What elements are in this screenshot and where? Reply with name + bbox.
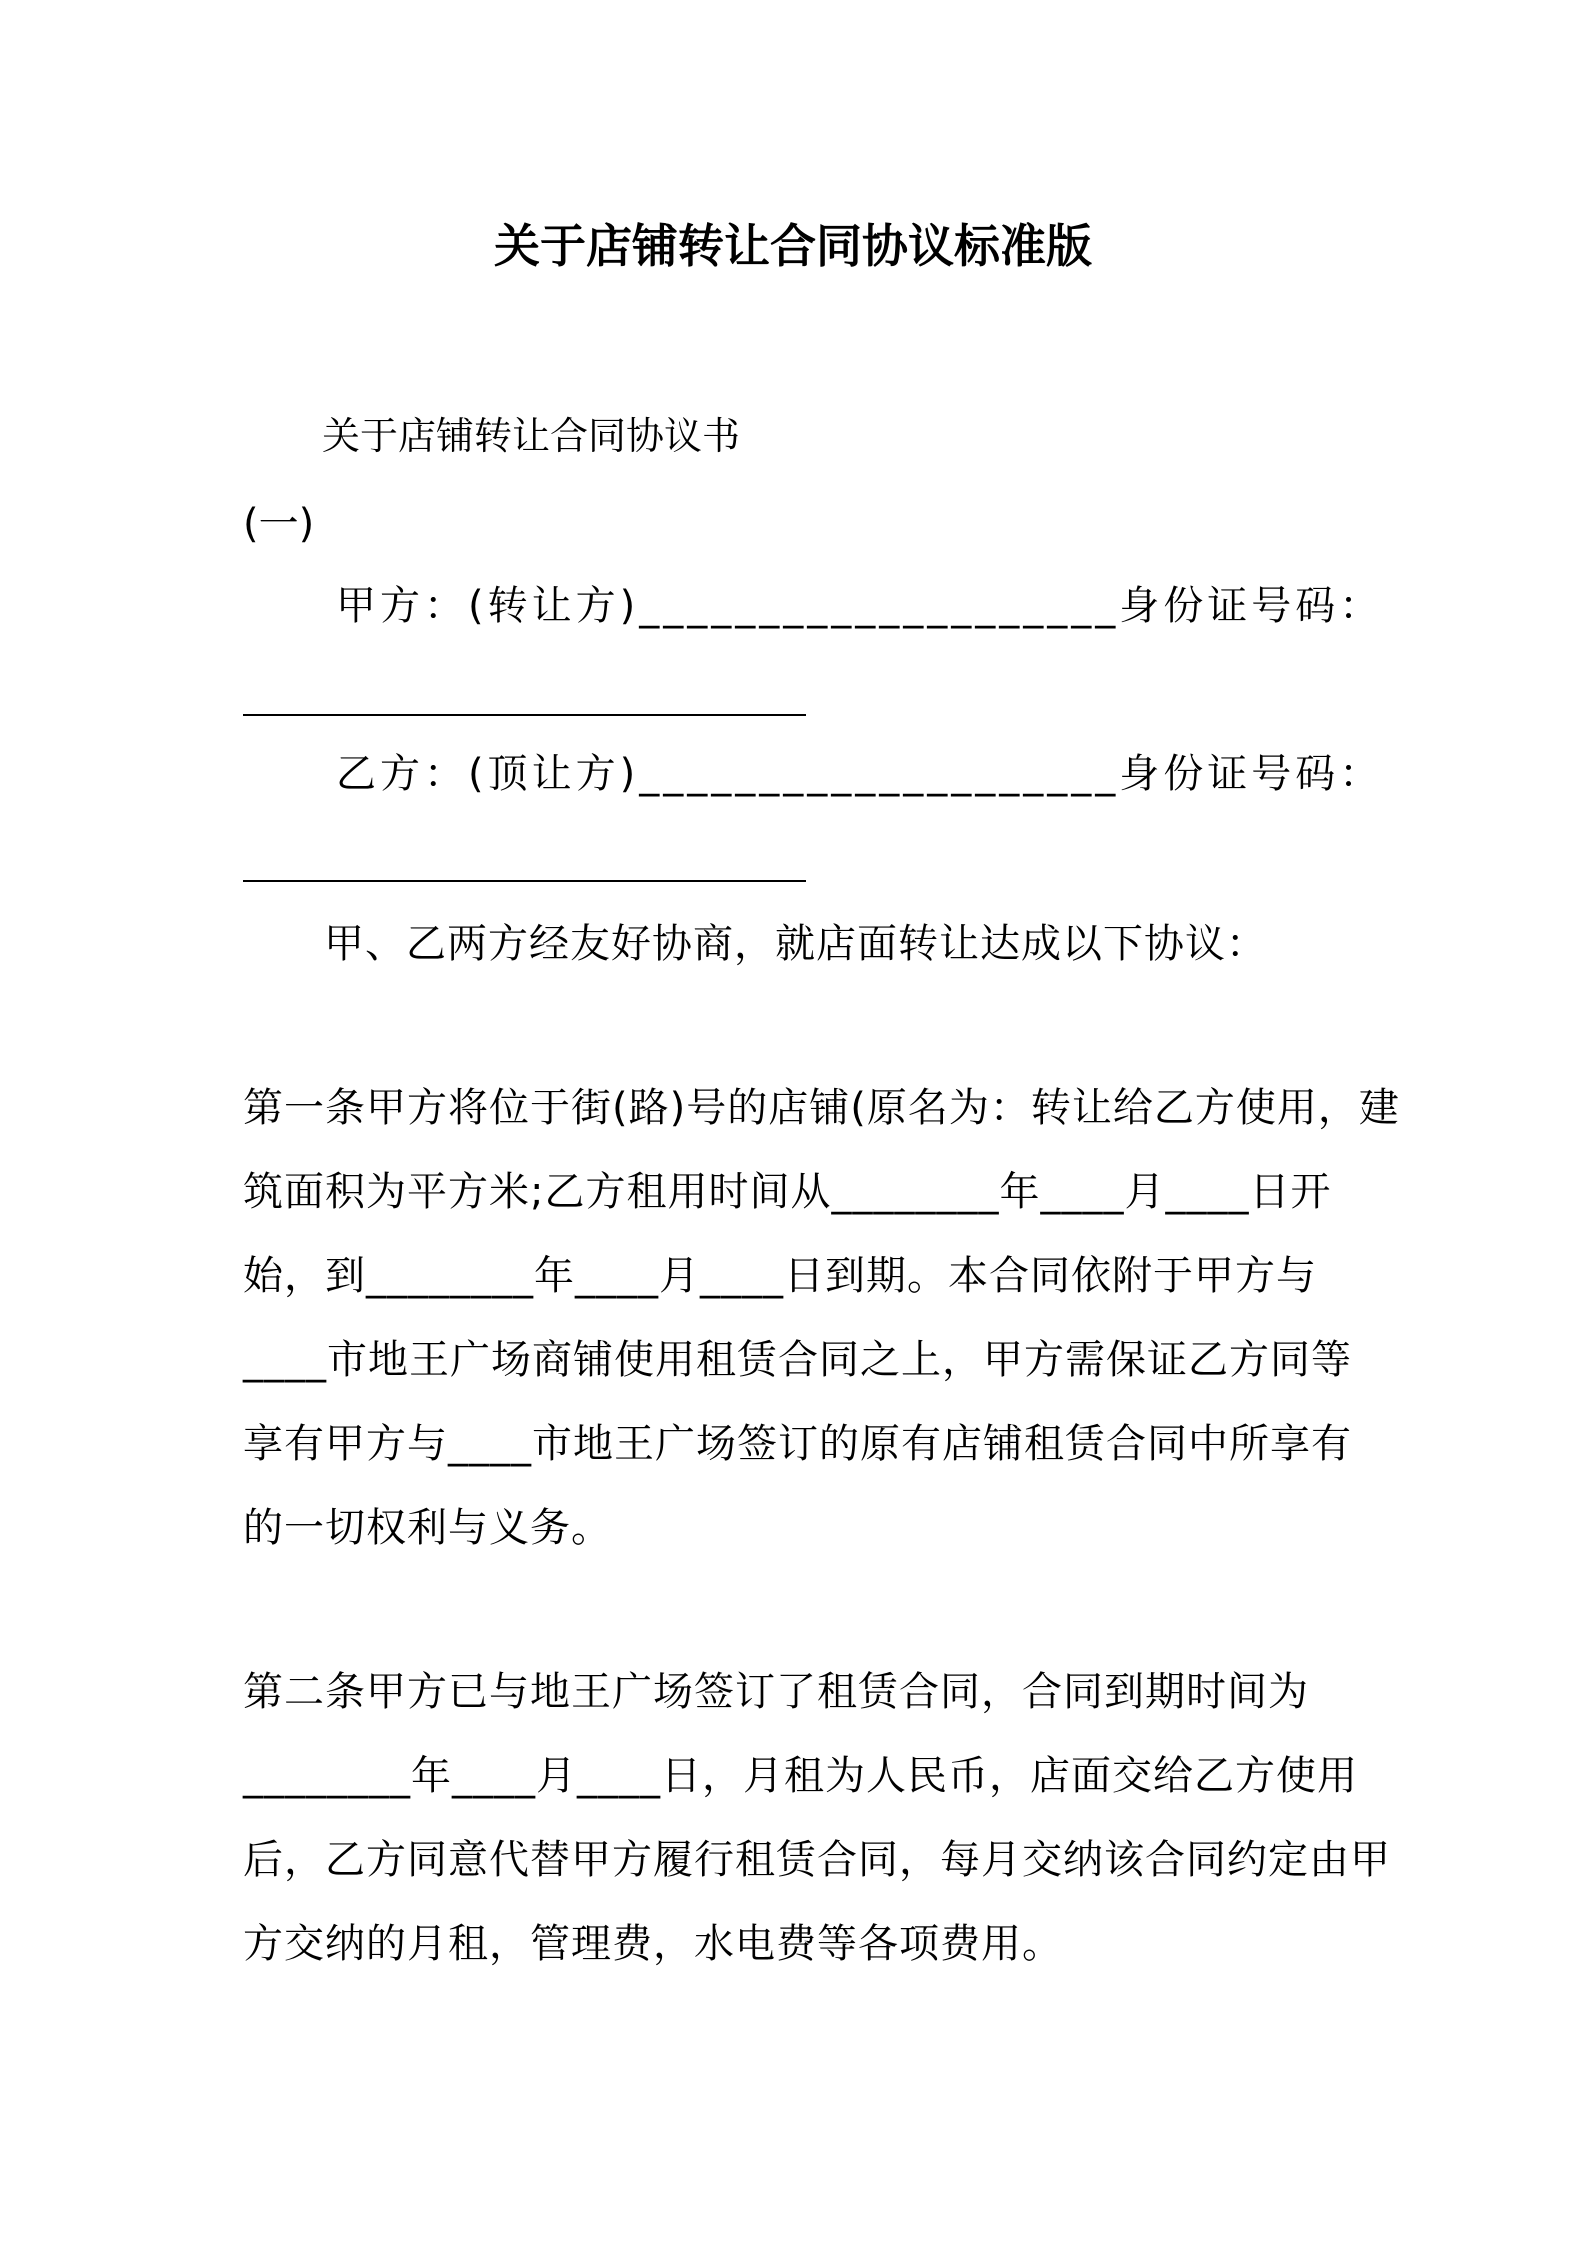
- article1-line: 的一切权利与义务。: [243, 1505, 612, 1551]
- article1-line: 第一条甲方将位于街(路)号的店铺(原名为：转让给乙方使用，建: [243, 1085, 1400, 1131]
- article1-line: ____市地王广场商铺使用租赁合同之上，甲方需保证乙方同等: [243, 1337, 1352, 1383]
- article2-line: 第二条甲方已与地王广场签订了租赁合同，合同到期时间为: [243, 1669, 1309, 1715]
- article1-line: 筑面积为平方米;乙方租用时间从________年____月____日开: [243, 1169, 1332, 1215]
- party-b-id-blank: [243, 880, 806, 882]
- party-b-line: 乙方：(顶让方)____________________身份证号码：: [336, 751, 1384, 797]
- article1-line: 始，到________年____月____日到期。本合同依附于甲方与: [243, 1253, 1317, 1299]
- article1-line: 享有甲方与____市地王广场签订的原有店铺租赁合同中所享有: [243, 1421, 1352, 1467]
- party-a-line: 甲方：(转让方)____________________身份证号码：: [336, 583, 1384, 629]
- article2-line: 后，乙方同意代替甲方履行租赁合同，每月交纳该合同约定由甲: [243, 1837, 1391, 1883]
- document-title: 关于店铺转让合同协议标准版: [494, 219, 1092, 273]
- document-subtitle: 关于店铺转让合同协议书: [322, 414, 741, 458]
- section-marker: (一): [243, 501, 315, 547]
- agreement-intro: 甲、乙两方经友好协商，就店面转让达成以下协议：: [324, 921, 1267, 967]
- party-a-id-blank: [243, 714, 806, 716]
- article2-line: ________年____月____日，月租为人民币，店面交给乙方使用: [243, 1753, 1358, 1799]
- article2-line: 方交纳的月租，管理费，水电费等各项费用。: [243, 1921, 1063, 1967]
